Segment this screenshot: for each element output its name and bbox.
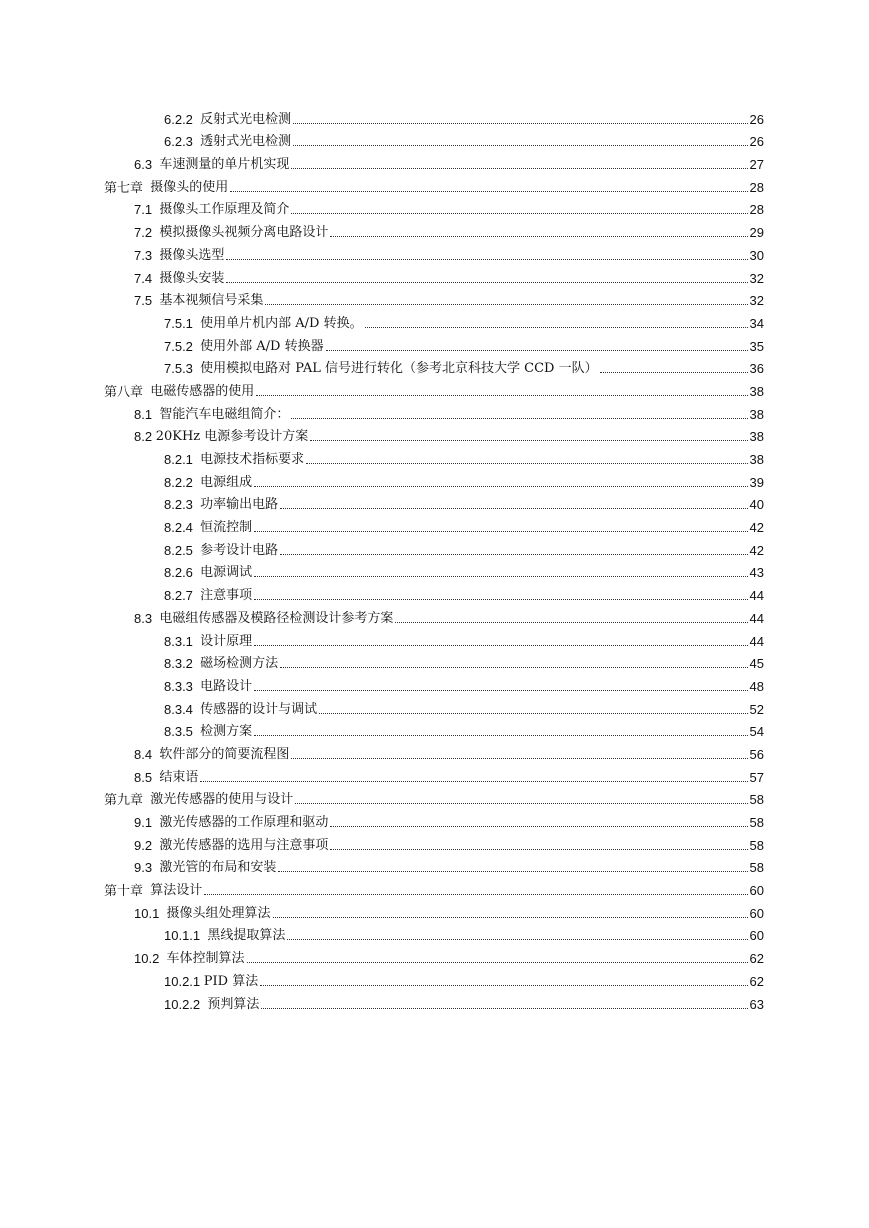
dot-leader: [326, 350, 748, 351]
toc-entry-page: 44: [749, 588, 764, 604]
dot-leader: [278, 871, 747, 872]
toc-entry-line: [104, 180, 764, 196]
toc-entry-page: 44: [749, 633, 764, 649]
toc-entry-number: 10.2: [134, 951, 160, 967]
toc-entry-page: 27: [749, 157, 764, 173]
toc-entry[interactable]: [0, 695, 869, 718]
toc-entry-line: [164, 475, 764, 491]
toc-entry-number: 8.3.4: [164, 701, 193, 717]
toc-entry[interactable]: [0, 445, 869, 468]
toc-entry-title: 结束语: [159, 769, 199, 785]
toc-entry[interactable]: [0, 241, 869, 264]
toc-entry-title: 摄像头选型: [159, 247, 225, 263]
toc-entry-title: 摄像头工作原理及简介: [159, 202, 290, 218]
dot-leader: [600, 372, 748, 373]
dot-leader: [310, 440, 747, 441]
dot-leader: [254, 690, 747, 691]
toc-entry-page: 36: [749, 361, 764, 377]
toc-entry[interactable]: [0, 990, 869, 1013]
toc-entry-line: [164, 702, 764, 718]
toc-entry-page: 58: [749, 815, 764, 830]
toc-entry-page: 62: [749, 973, 764, 989]
toc-entry[interactable]: [0, 944, 869, 967]
toc-entry[interactable]: [0, 128, 869, 151]
toc-entry-title: 车速测量的单片机实现: [159, 157, 290, 173]
toc-entry-page: 42: [749, 542, 764, 558]
dot-leader: [254, 531, 747, 532]
toc-entry-title: 电磁传感器的使用: [150, 383, 255, 399]
toc-entry-title: 功率输出电路: [200, 497, 279, 513]
dot-leader: [280, 508, 747, 509]
toc-entry-title: 软件部分的简要流程图: [159, 746, 290, 762]
toc-entry-number: 8.2.1: [164, 452, 193, 467]
dot-leader: [291, 758, 747, 759]
toc-entry-number: 8.3.3: [164, 678, 193, 694]
toc-entry[interactable]: [0, 468, 869, 491]
toc-entry-line: [164, 565, 764, 581]
toc-entry-page: 30: [749, 247, 764, 263]
toc-entry-line: [134, 271, 764, 287]
toc-entry-line: [164, 928, 764, 944]
toc-entry-line: [164, 588, 764, 604]
toc-entry-number: 8.2.2: [164, 474, 193, 490]
toc-entry-title: 磁场检测方法: [200, 656, 279, 672]
toc-entry-line: [134, 906, 764, 922]
toc-entry-line: [134, 225, 764, 241]
toc-entry-line: [134, 611, 764, 627]
toc-entry-number: 6.3: [134, 157, 153, 173]
toc-entry[interactable]: [0, 513, 869, 536]
toc-entry[interactable]: [0, 627, 869, 650]
toc-entry[interactable]: [0, 264, 869, 287]
toc-entry-title: 基本视频信号采集: [159, 293, 264, 309]
dot-leader: [200, 781, 747, 782]
toc-entry-title: 黑线提取算法: [207, 928, 286, 944]
toc-entry-page: 28: [749, 202, 764, 218]
toc-entry-page: 56: [749, 746, 764, 762]
toc-entry-number: 第七章: [104, 179, 144, 195]
toc-entry-number: 7.5.3: [164, 361, 193, 377]
dot-leader: [319, 713, 747, 714]
toc-entry-title: 摄像头的使用: [150, 179, 229, 195]
dot-leader: [247, 962, 748, 963]
toc-entry-number: 6.2.3: [164, 134, 193, 150]
dot-leader: [254, 576, 747, 577]
toc-entry-number: 8.3.1: [164, 633, 193, 649]
toc-entry-number: 7.5.1: [164, 315, 193, 331]
toc-entry-title: 使用模拟电路对 PAL 信号进行转化（参考北京科技大学 CCD 一队）: [200, 361, 598, 377]
toc-entry-number: 8.2.5: [164, 542, 193, 558]
toc-entry-page: 60: [749, 928, 764, 944]
dot-leader: [330, 849, 747, 850]
toc-entry-page: 40: [749, 497, 764, 513]
toc-entry-number: 10.2.1: [164, 973, 201, 989]
toc-entry[interactable]: [0, 491, 869, 514]
toc-entry-number: 7.5: [134, 293, 153, 309]
toc-entry-line: [134, 202, 764, 218]
toc-entry-number: 7.3: [134, 247, 153, 263]
toc-entry-title: 电源调试: [200, 565, 253, 581]
dot-leader: [395, 622, 747, 623]
toc-entry-number: 第八章: [104, 383, 144, 399]
toc-entry[interactable]: [0, 377, 869, 400]
toc-entry-title: 预判算法: [207, 996, 260, 1012]
toc-entry-title: 电源组成: [200, 474, 253, 490]
toc-entry-page: 38: [749, 383, 764, 399]
toc-entry-page: 58: [749, 860, 764, 876]
toc-entry[interactable]: [0, 650, 869, 673]
toc-entry-number: 8.3: [134, 610, 153, 626]
dot-leader: [287, 939, 747, 940]
toc-entry[interactable]: [0, 604, 869, 627]
toc-entry-page: 35: [749, 338, 764, 354]
dot-leader: [291, 168, 747, 169]
toc-entry-number: 8.5: [134, 769, 153, 785]
toc-entry-title: 激光传感器的选用与注意事项: [159, 837, 329, 853]
toc-entry-title: 注意事项: [200, 588, 253, 604]
toc-entry-number: 8.4: [134, 746, 153, 762]
toc-entry-line: [164, 974, 764, 990]
toc-entry-title: 摄像头安装: [159, 270, 225, 286]
toc-entry-page: 54: [749, 724, 764, 740]
dot-leader: [293, 145, 747, 146]
toc-entry[interactable]: [0, 309, 869, 332]
toc-entry-line: [104, 792, 764, 808]
toc-entry-title: 摄像头组处理算法: [166, 905, 271, 921]
dot-leader: [254, 645, 747, 646]
toc-entry-page: 38: [749, 429, 764, 445]
dot-leader: [291, 213, 747, 214]
dot-leader: [330, 826, 747, 827]
toc-entry-line: [104, 384, 764, 400]
toc-entry-title: 智能汽车电磁组简介：: [159, 406, 290, 422]
toc-entry-line: [164, 543, 764, 559]
toc-entry-title: 算法设计: [150, 883, 203, 899]
toc-entry[interactable]: [0, 559, 869, 582]
toc-entry-page: 57: [749, 769, 764, 785]
dot-leader: [273, 917, 748, 918]
toc-entry-title: 检测方案: [200, 724, 253, 740]
toc-entry-number: 10.1: [134, 905, 160, 921]
toc-entry-line: [134, 951, 764, 967]
toc-entry[interactable]: [0, 740, 869, 763]
dot-leader: [330, 236, 747, 237]
toc-entry-page: 58: [749, 792, 764, 808]
toc-entry-line: [164, 316, 764, 332]
toc-entry-title: 电磁组传感器及模路径检测设计参考方案: [159, 610, 394, 626]
toc-entry-page: 45: [749, 656, 764, 672]
toc-entry-page: 28: [749, 179, 764, 195]
toc-entry-number: 第十章: [104, 883, 144, 899]
toc-entry-page: 38: [749, 406, 764, 422]
toc-entry[interactable]: [0, 922, 869, 945]
toc-entry-title: 车体控制算法: [166, 951, 245, 967]
toc-entry-line: [164, 997, 764, 1013]
dot-leader: [254, 486, 747, 487]
toc-entry-page: 29: [749, 225, 764, 241]
dot-leader: [204, 894, 747, 895]
dot-leader: [261, 1008, 747, 1009]
toc-entry-page: 62: [749, 951, 764, 967]
toc-entry[interactable]: [0, 355, 869, 378]
toc-entry-line: [134, 248, 764, 264]
toc-entry-title: 参考设计电路: [200, 542, 279, 558]
toc-entry-title: 20KHz 电源参考设计方案: [155, 429, 309, 445]
toc-entry-title: 模拟摄像头视频分离电路设计: [159, 225, 329, 241]
toc-entry[interactable]: [0, 287, 869, 310]
toc-entry-number: 9.2: [134, 837, 153, 853]
toc-entry-title: 激光传感器的工作原理和驱动: [159, 815, 329, 830]
toc-entry-page: 44: [749, 610, 764, 626]
toc-entry-title: 电路设计: [200, 678, 253, 694]
toc-entry-page: 26: [749, 134, 764, 150]
toc-entry-page: 34: [749, 315, 764, 331]
toc-entry-page: 63: [749, 996, 764, 1012]
toc-entry-page: 26: [749, 111, 764, 127]
toc-entry[interactable]: [0, 718, 869, 741]
toc-entry-line: [164, 724, 764, 740]
toc-entry-title: 设计原理: [200, 633, 253, 649]
toc-entry-line: [134, 429, 764, 445]
toc-entry-title: 使用外部 A/D 转换器: [200, 338, 324, 354]
toc-entry-line: [164, 112, 764, 128]
dot-leader: [226, 259, 747, 260]
toc-entry[interactable]: [0, 173, 869, 196]
dot-leader: [365, 327, 748, 328]
toc-entry-line: [134, 815, 764, 831]
toc-entry-line: [164, 361, 764, 377]
toc-entry-number: 7.1: [134, 202, 153, 218]
dot-leader: [280, 554, 747, 555]
toc-entry-title: 激光传感器的使用与设计: [150, 792, 294, 808]
toc-entry-line: [134, 770, 764, 786]
toc-entry[interactable]: [0, 400, 869, 423]
toc-entry-number: 9.1: [134, 815, 153, 830]
toc-entry[interactable]: [0, 536, 869, 559]
toc-entry-page: 60: [749, 905, 764, 921]
toc-entry[interactable]: [0, 332, 869, 355]
toc-entry-page: 39: [749, 474, 764, 490]
toc-entry-title: 恒流控制: [200, 520, 253, 536]
toc-entry-number: 10.1.1: [164, 928, 201, 944]
table-of-contents: [0, 105, 869, 1013]
toc-entry-line: [164, 679, 764, 695]
toc-entry-title: 激光管的布局和安装: [159, 860, 277, 876]
toc-entry[interactable]: [0, 876, 869, 899]
toc-entry[interactable]: [0, 854, 869, 877]
toc-entry-page: 52: [749, 701, 764, 717]
toc-entry-number: 8.2.7: [164, 588, 193, 604]
toc-entry-line: [134, 860, 764, 876]
toc-entry-title: PID 算法: [203, 973, 259, 989]
toc-entry-line: [134, 293, 764, 309]
toc-entry-number: 8.2.3: [164, 497, 193, 513]
toc-entry-page: 38: [749, 452, 764, 467]
toc-entry-line: [164, 134, 764, 150]
toc-entry-number: 8.2.6: [164, 565, 193, 581]
toc-entry[interactable]: [0, 831, 869, 854]
toc-entry-number: 7.2: [134, 225, 153, 241]
toc-entry[interactable]: [0, 672, 869, 695]
toc-entry-number: 第九章: [104, 792, 144, 808]
toc-entry-number: 10.2.2: [164, 996, 201, 1012]
toc-entry-number: 9.3: [134, 860, 153, 876]
toc-entry-line: [104, 883, 764, 899]
toc-entry-title: 传感器的设计与调试: [200, 701, 318, 717]
toc-entry-line: [164, 520, 764, 536]
toc-entry-page: 42: [749, 520, 764, 536]
dot-leader: [230, 191, 747, 192]
dot-leader: [260, 985, 747, 986]
toc-entry-number: 8.2: [134, 429, 153, 445]
dot-leader: [254, 735, 747, 736]
toc-entry-page: 32: [749, 270, 764, 286]
toc-entry-page: 43: [749, 565, 764, 581]
toc-entry-title: 电源技术指标要求: [200, 452, 305, 467]
toc-entry[interactable]: [0, 967, 869, 990]
toc-entry-line: [164, 339, 764, 355]
toc-entry[interactable]: [0, 105, 869, 128]
toc-entry-number: 8.3.5: [164, 724, 193, 740]
toc-entry-number: 8.1: [134, 406, 153, 422]
dot-leader: [254, 599, 747, 600]
toc-entry-page: 60: [749, 883, 764, 899]
toc-entry-line: [164, 634, 764, 650]
dot-leader: [280, 667, 747, 668]
toc-entry-page: 48: [749, 678, 764, 694]
toc-entry-number: 6.2.2: [164, 111, 193, 127]
toc-entry[interactable]: [0, 808, 869, 831]
toc-entry-number: 8.2.4: [164, 520, 193, 536]
toc-entry[interactable]: [0, 581, 869, 604]
toc-entry-title: 反射式光电检测: [200, 111, 292, 127]
toc-entry-line: [134, 747, 764, 763]
dot-leader: [295, 803, 747, 804]
toc-entry-line: [134, 838, 764, 854]
toc-entry[interactable]: [0, 786, 869, 809]
toc-entry-line: [134, 157, 764, 173]
toc-entry-title: 透射式光电检测: [200, 134, 292, 150]
dot-leader: [265, 304, 747, 305]
toc-entry-line: [164, 656, 764, 672]
toc-entry-number: 7.5.2: [164, 338, 193, 354]
toc-entry[interactable]: [0, 196, 869, 219]
toc-entry-line: [134, 407, 764, 423]
dot-leader: [306, 463, 747, 464]
toc-entry-page: 58: [749, 837, 764, 853]
dot-leader: [293, 123, 747, 124]
toc-entry-number: 8.3.2: [164, 656, 193, 672]
toc-entry-number: 7.4: [134, 270, 153, 286]
dot-leader: [226, 282, 747, 283]
toc-entry[interactable]: [0, 218, 869, 241]
toc-entry[interactable]: [0, 423, 869, 446]
toc-entry[interactable]: [0, 899, 869, 922]
toc-entry-line: [164, 452, 764, 468]
dot-leader: [291, 418, 747, 419]
toc-entry[interactable]: [0, 150, 869, 173]
toc-entry-line: [164, 497, 764, 513]
toc-entry-title: 使用单片机内部 A/D 转换。: [200, 315, 363, 331]
toc-entry-page: 32: [749, 293, 764, 309]
toc-entry[interactable]: [0, 763, 869, 786]
dot-leader: [256, 395, 747, 396]
